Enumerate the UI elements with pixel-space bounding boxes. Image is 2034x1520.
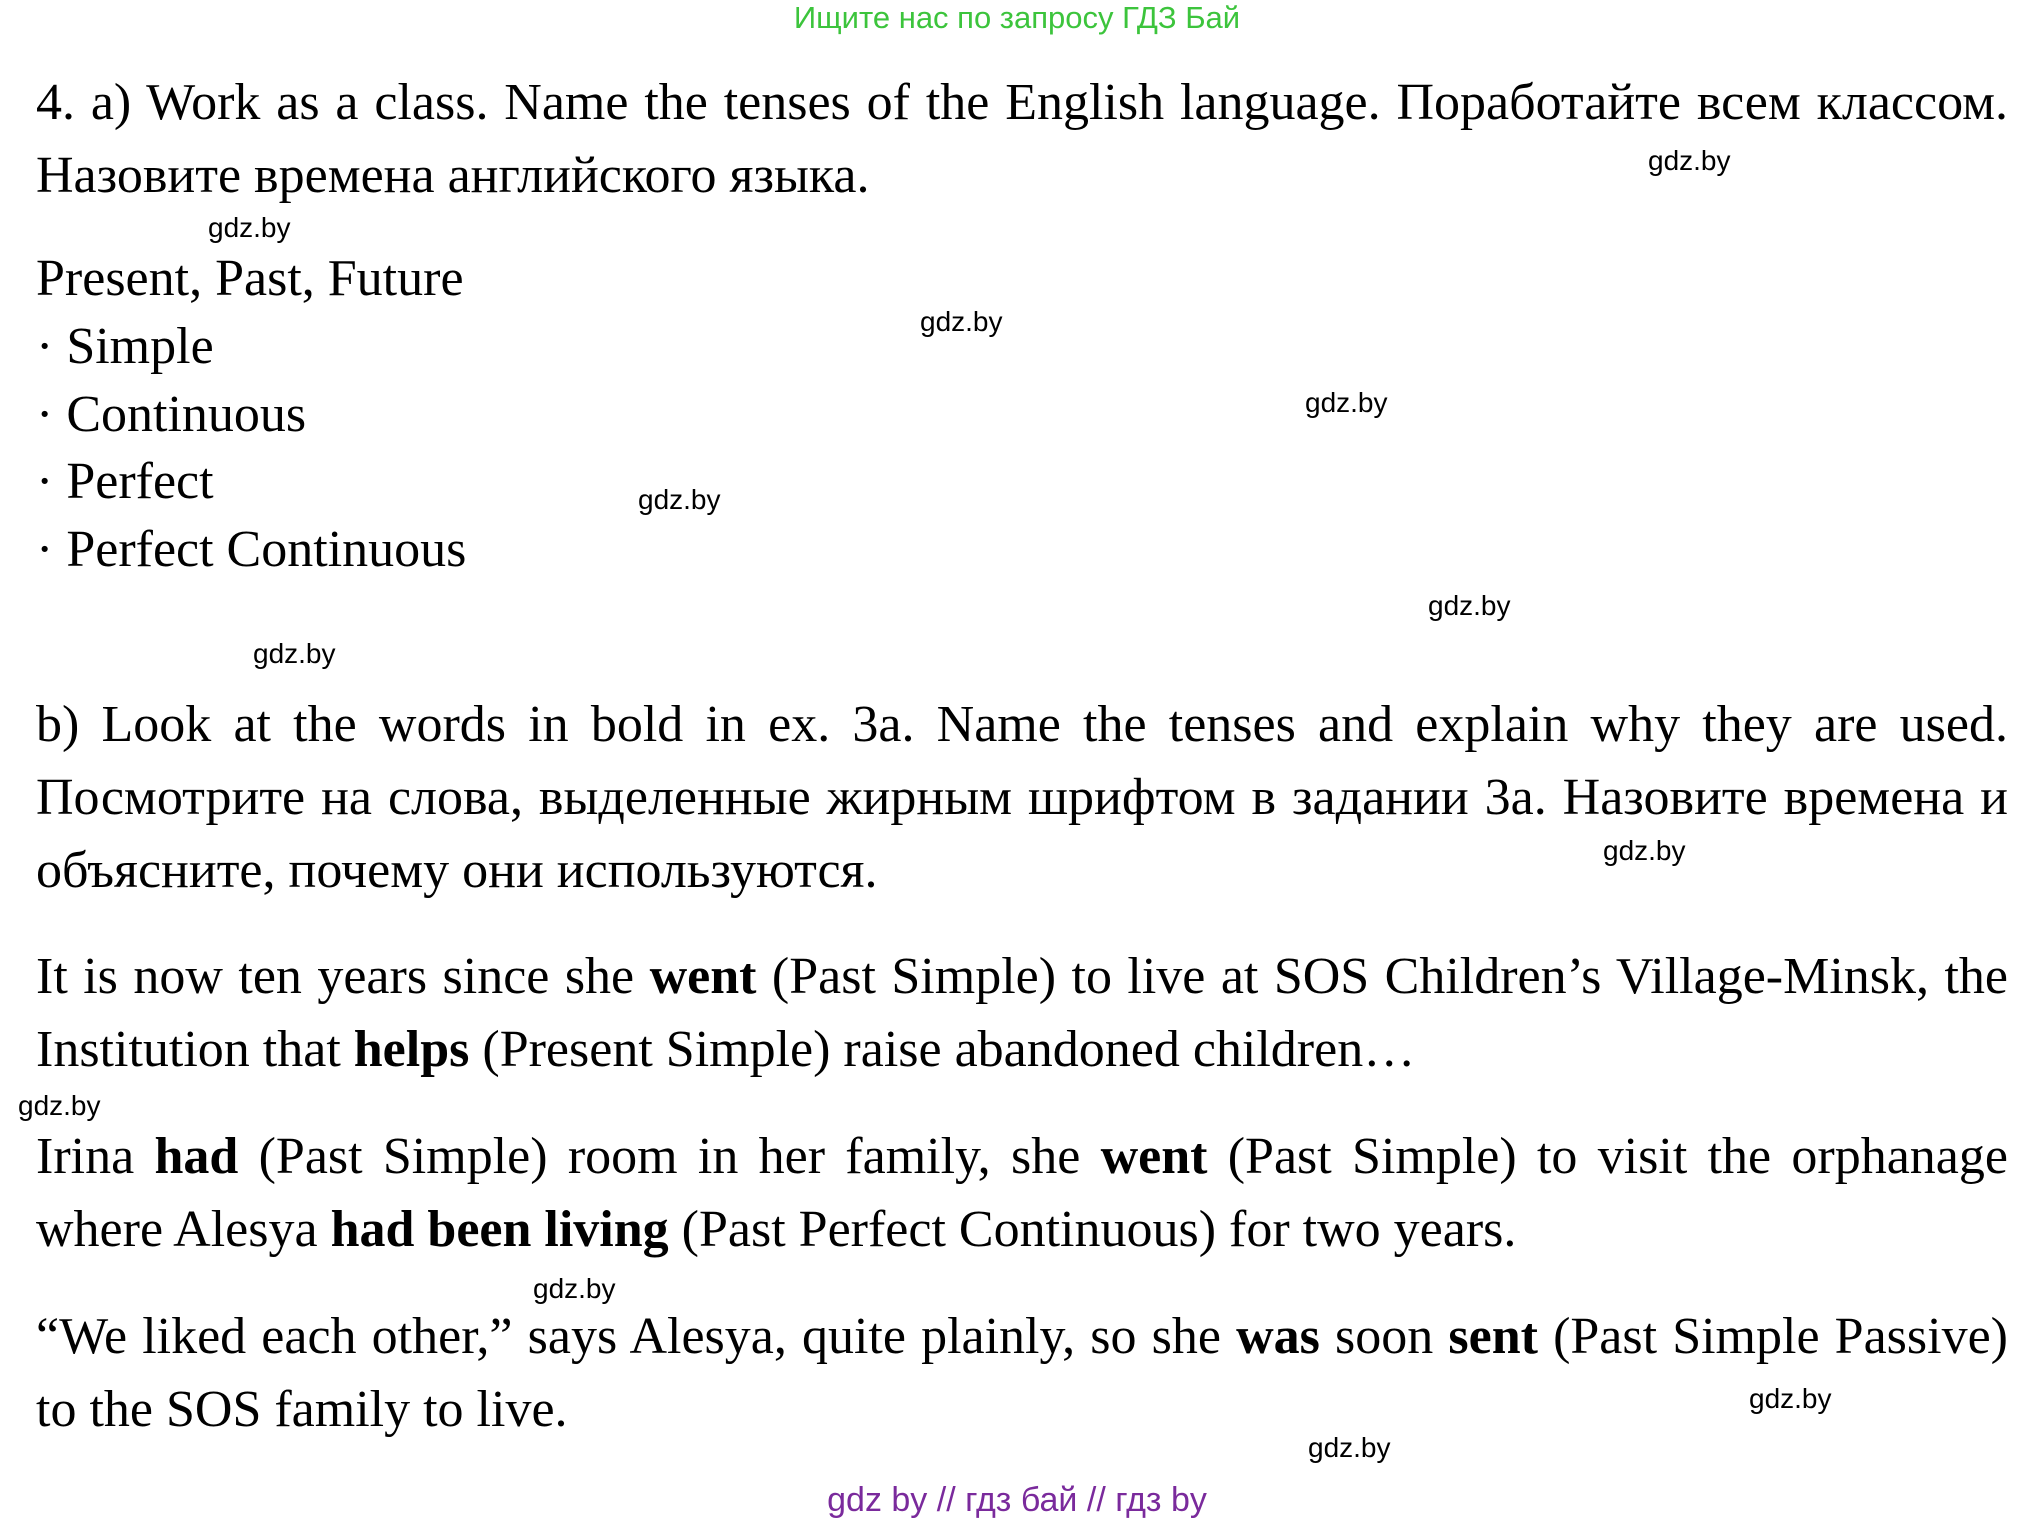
answer-3-text: (Past Simple Passive) to the SOS family to live.	[36, 1308, 2008, 1438]
bold-verb: sent	[1448, 1308, 1538, 1365]
watermark: gdz.by	[1749, 1383, 1832, 1414]
bold-verb: was	[1236, 1308, 1320, 1365]
watermark: gdz.by	[253, 638, 336, 669]
answer-2-text: (Past Simple) room in her family, she	[238, 1128, 1101, 1185]
answer-3-text: soon	[1319, 1308, 1449, 1365]
tense-item-continuous: · Continuous	[36, 386, 307, 443]
bold-verb: went	[649, 948, 757, 1005]
answer-2-text: (Past Simple) to visit the orphanage where Alesya	[36, 1128, 2008, 1258]
task-a-text: 4. a) Work as a class. Name the tenses of the English language. Поработайте всем классом. Назовите времена английского языка.	[36, 74, 2008, 204]
top-banner: Ищите нас по запросу ГДЗ Бай	[793, 0, 1241, 35]
watermark: gdz.by	[18, 1090, 101, 1121]
answer-1-text: (Past Simple) to live at SOS Children’s Village-Minsk, the Institution that	[36, 948, 2008, 1078]
bold-verb: helps	[353, 1021, 470, 1078]
tense-groups: Present, Past, Future	[36, 250, 464, 307]
answer-1-text: It is now ten years since she	[36, 948, 650, 1005]
answer-2-text: Irina	[36, 1128, 155, 1185]
watermark: gdz.by	[920, 306, 1003, 337]
watermark: gdz.by	[1648, 145, 1731, 176]
watermark: gdz.by	[638, 484, 721, 515]
bold-verb: had	[154, 1128, 239, 1185]
answer-1-text: (Present Simple) raise abandoned children…	[469, 1021, 1416, 1078]
tense-item-perfect-continuous: · Perfect Continuous	[36, 521, 467, 578]
watermark: gdz.by	[208, 212, 291, 243]
footer-links: gdz by // гдз бай // гдз by	[827, 1481, 1207, 1519]
tense-item-perfect: · Perfect	[36, 453, 214, 510]
answer-paragraph-1	[36, 940, 2008, 1086]
answer-3-text: “We liked each other,” says Alesya, quite plainly, so she	[36, 1308, 1237, 1365]
answer-2-text: (Past Perfect Continuous) for two years.	[668, 1201, 1517, 1258]
bold-verb: had been living	[330, 1201, 669, 1258]
task-b-text: b) Look at the words in bold in ex. 3a. Name the tenses and explain why they are used. Посмотрите на слова, выделенные жирным шрифтом в задании 3а. Назовите времена и объясните, почему они используются.	[36, 696, 2008, 899]
answer-paragraph-2	[36, 1120, 2008, 1266]
watermark: gdz.by	[1308, 1432, 1391, 1463]
watermark: gdz.by	[1305, 387, 1388, 418]
watermark: gdz.by	[533, 1273, 616, 1304]
tense-item-simple: · Simple	[36, 318, 214, 375]
bold-verb: went	[1100, 1128, 1208, 1185]
answer-paragraph-3	[36, 1300, 2008, 1446]
watermark: gdz.by	[1428, 590, 1511, 621]
watermark: gdz.by	[1603, 835, 1686, 866]
